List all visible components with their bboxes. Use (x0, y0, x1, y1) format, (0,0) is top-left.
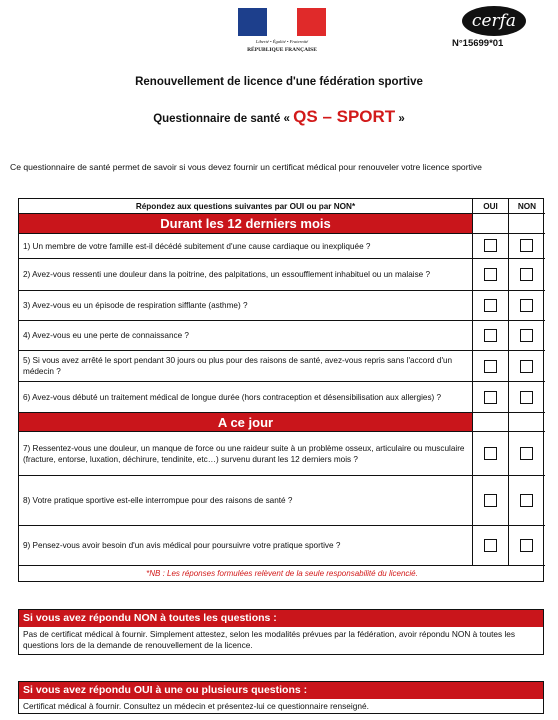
question-5: 5) Si vous avez arrêté le sport pendant 30 jours ou plus pour des raisons de santé, avez-vous repris sans l'accord d'un médecin ? (19, 351, 473, 382)
yes-checkbox[interactable] (484, 539, 497, 552)
question-2: 2) Avez-vous ressenti une douleur dans la poitrine, des palpitations, un essoufflement inhabituel ou un malaise ? (19, 259, 473, 291)
marianne-flag-icon (238, 8, 326, 36)
no-checkbox[interactable] (520, 299, 533, 312)
yes-checkbox[interactable] (484, 329, 497, 342)
section-last-12-months: Durant les 12 derniers mois (19, 214, 473, 234)
header-yes: OUI (473, 199, 509, 214)
yes-checkbox[interactable] (484, 299, 497, 312)
no-checkbox[interactable] (520, 360, 533, 373)
responsibility-note: *NB : Les réponses formulées relèvent de la seule responsabilité du licencié. (146, 569, 418, 578)
question-6: 6) Avez-vous débuté un traitement médical de longue durée (hors contraception et désensibilisation aux allergies) ? (19, 382, 473, 413)
answer-no-box (18, 609, 544, 655)
yes-checkbox[interactable] (484, 360, 497, 373)
republic-name: RÉPUBLIQUE FRANÇAISE (247, 47, 317, 53)
answer-yes-heading: Si vous avez répondu OUI à une ou plusieurs questions : (19, 682, 543, 699)
health-questionnaire-table (18, 198, 544, 582)
republic-motto: Liberté • Égalité • Fraternité (255, 39, 309, 44)
no-checkbox[interactable] (520, 539, 533, 552)
no-checkbox[interactable] (520, 447, 533, 460)
answer-no-text: Pas de certificat médical à fournir. Simplement attestez, selon les modalités prévues par la fédération, avoir répondu NON à toutes les questions lors de la demande de renouvellement de la licence. (23, 629, 516, 650)
no-checkbox[interactable] (520, 329, 533, 342)
republique-francaise-logo (236, 8, 328, 58)
question-3: 3) Avez-vous eu un épisode de respiration sifflante (asthme) ? (19, 291, 473, 321)
document-subtitle (0, 107, 558, 127)
yes-checkbox[interactable] (484, 268, 497, 281)
question-7: 7) Ressentez-vous une douleur, un manque de force ou une raideur suite à un problème osseux, articulaire ou musculaire (fracture, entorse, luxation, déchirure, tendinite, etc…) survenu durant les 12 derniers mois ? (19, 432, 473, 476)
no-checkbox[interactable] (520, 391, 533, 404)
answer-yes-text: Certificat médical à fournir. Consultez un médecin et présentez-lui ce questionnaire renseigné. (23, 701, 369, 711)
yes-checkbox[interactable] (484, 391, 497, 404)
yes-checkbox[interactable] (484, 239, 497, 252)
intro-text: Ce questionnaire de santé permet de savoir si vous devez fournir un certificat médical pour renouveler votre licence sportive (10, 162, 482, 172)
subtitle-suffix: » (398, 113, 405, 125)
subtitle-prefix: Questionnaire de santé « (153, 113, 290, 125)
header-question: Répondez aux questions suivantes par OUI ou par NON* (19, 199, 473, 214)
cerfa-number: N°15699*01 (452, 38, 504, 49)
yes-checkbox[interactable] (484, 447, 497, 460)
no-checkbox[interactable] (520, 239, 533, 252)
section-today: A ce jour (19, 413, 473, 432)
question-8: 8) Votre pratique sportive est-elle interrompue pour des raisons de santé ? (19, 476, 473, 526)
header-no: NON (509, 199, 545, 214)
answer-no-heading: Si vous avez répondu NON à toutes les questions : (19, 610, 543, 627)
question-9: 9) Pensez-vous avoir besoin d'un avis médical pour poursuivre votre pratique sportive ? (19, 526, 473, 566)
cerfa-logo: cerfa (462, 6, 526, 36)
no-checkbox[interactable] (520, 494, 533, 507)
question-4: 4) Avez-vous eu une perte de connaissance ? (19, 321, 473, 351)
subtitle-highlight: QS – SPORT (293, 107, 396, 126)
yes-checkbox[interactable] (484, 494, 497, 507)
document-title: Renouvellement de licence d'une fédération sportive (135, 76, 423, 88)
question-1: 1) Un membre de votre famille est-il décédé subitement d'une cause cardiaque ou inexpliquée ? (19, 234, 473, 259)
answer-yes-box (18, 681, 544, 714)
no-checkbox[interactable] (520, 268, 533, 281)
